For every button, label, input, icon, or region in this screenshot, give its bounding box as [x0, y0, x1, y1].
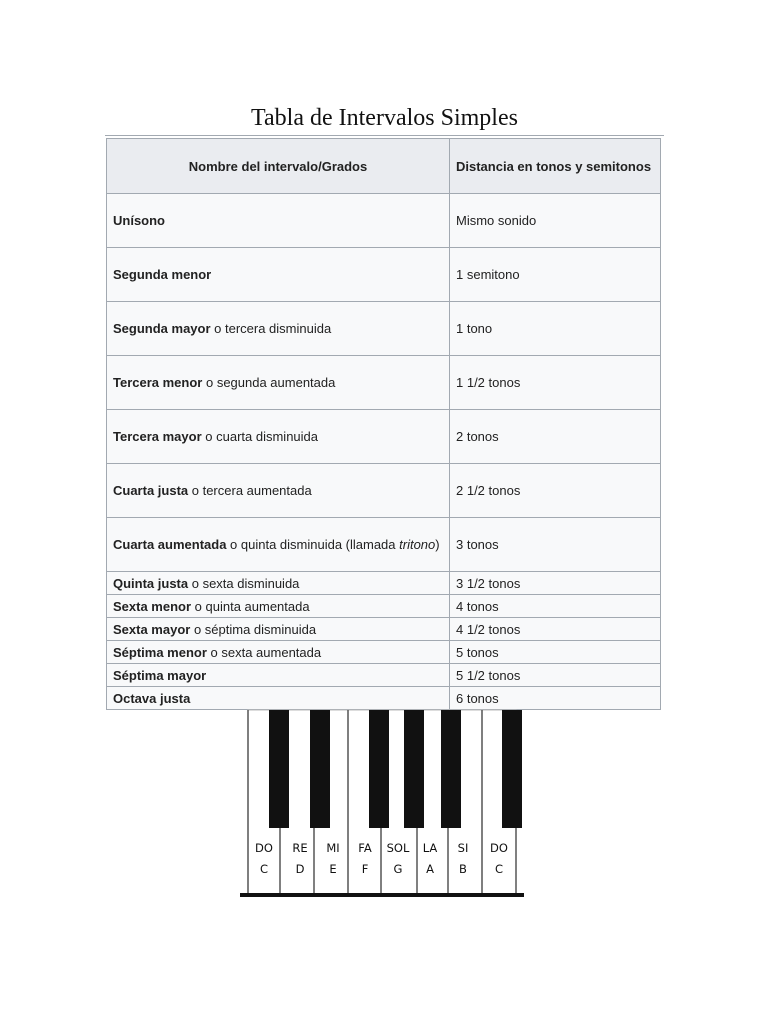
table-row [107, 248, 661, 302]
key-label-solfege: SI [457, 841, 469, 855]
key-label-letter: E [329, 862, 337, 876]
table-row [107, 687, 661, 710]
interval-name-italic: tritono [399, 537, 436, 552]
key-label-letter: C [259, 862, 269, 876]
table-row [107, 302, 661, 356]
key-label-letter: C [494, 862, 504, 876]
distance-cell: 4 1/2 tonos [450, 618, 661, 641]
key-label-solfege: FA [358, 841, 372, 855]
interval-name-cell [107, 618, 450, 641]
black-key-re-sharp [310, 710, 330, 828]
black-key-la-sharp [441, 710, 461, 828]
table-row [107, 641, 661, 664]
distance-cell: 1 semitono [450, 248, 661, 302]
distance-cell: 5 1/2 tonos [450, 664, 661, 687]
interval-name-bold: Sexta mayor [113, 621, 191, 637]
table-header-row [107, 139, 661, 194]
black-key-do-sharp-high [502, 710, 522, 828]
interval-name-cell [107, 641, 450, 664]
interval-name-bold: Cuarta justa [113, 483, 189, 498]
intervals-table [106, 138, 661, 710]
interval-name-cell [107, 410, 450, 464]
interval-name-cell [107, 687, 450, 710]
black-key-fa-sharp [369, 710, 389, 828]
distance-cell: 6 tonos [450, 687, 661, 710]
key-label-solfege: SOL [386, 841, 410, 855]
interval-name-bold: Tercera mayor [113, 429, 202, 444]
distance-cell: 4 tonos [450, 595, 661, 618]
interval-name-rest: o quinta aumentada [191, 598, 310, 614]
key-label-solfege: DO [490, 841, 508, 855]
interval-name-cell [107, 194, 450, 248]
interval-name-cell [107, 664, 450, 687]
distance-cell: 3 tonos [450, 518, 661, 572]
interval-name-rest: o quinta disminuida (llamada [226, 537, 400, 552]
black-key-do-sharp [269, 710, 289, 828]
distance-cell: 5 tonos [450, 641, 661, 664]
interval-name-cell [107, 464, 450, 518]
distance-cell: 1 1/2 tonos [450, 356, 661, 410]
interval-name-after: ) [435, 537, 440, 552]
table-row [107, 595, 661, 618]
interval-name-cell [107, 248, 450, 302]
table-row [107, 194, 661, 248]
interval-name-bold: Séptima mayor [113, 667, 207, 683]
table-row [107, 410, 661, 464]
interval-name-rest: o sexta disminuida [188, 575, 300, 591]
interval-name-cell [107, 518, 450, 572]
table-row [107, 356, 661, 410]
header-interval-name: Nombre del intervalo/Grados [107, 139, 450, 194]
table-row [107, 664, 661, 687]
interval-name-rest: o cuarta disminuida [201, 429, 318, 444]
distance-cell: 3 1/2 tonos [450, 572, 661, 595]
key-label-solfege: MI [326, 841, 340, 855]
table-row [107, 464, 661, 518]
interval-name-cell [107, 302, 450, 356]
table-row [107, 518, 661, 572]
key-label-letter: G [393, 862, 403, 876]
key-label-solfege: RE [292, 841, 308, 855]
key-label-solfege: DO [255, 841, 273, 855]
interval-name-rest: o sexta aumentada [206, 644, 322, 660]
interval-name-bold: Unísono [113, 213, 165, 228]
distance-cell: 1 tono [450, 302, 661, 356]
interval-name-bold: Séptima menor [113, 644, 207, 660]
interval-name-bold: Sexta menor [113, 598, 192, 614]
key-label-letter: B [459, 862, 467, 876]
piano-keyboard-illustration [240, 708, 524, 898]
keyboard-base [240, 893, 524, 897]
interval-name-rest: o tercera aumentada [188, 483, 312, 498]
interval-name-cell [107, 572, 450, 595]
interval-name-bold: Segunda mayor [113, 321, 211, 336]
distance-cell: 2 tonos [450, 410, 661, 464]
interval-name-bold: Tercera menor [113, 375, 203, 390]
key-label-letter: D [295, 862, 305, 876]
header-distance: Distancia en tonos y semitonos [450, 139, 661, 194]
interval-name-cell [107, 356, 450, 410]
interval-name-bold: Cuarta aumentada [113, 537, 227, 552]
page-title: Tabla de Intervalos Simples [105, 104, 664, 136]
interval-name-rest: o séptima disminuida [190, 621, 317, 637]
key-label-solfege: LA [422, 841, 438, 855]
distance-cell: 2 1/2 tonos [450, 464, 661, 518]
interval-name-bold: Octava justa [113, 690, 191, 706]
table-row [107, 572, 661, 595]
distance-cell: Mismo sonido [450, 194, 661, 248]
table-row [107, 618, 661, 641]
interval-name-cell [107, 595, 450, 618]
interval-name-rest: o tercera disminuida [210, 321, 332, 336]
black-key-sol-sharp [404, 710, 424, 828]
interval-name-rest: o segunda aumentada [202, 375, 336, 390]
piano-keyboard [240, 708, 524, 898]
interval-name-bold: Quinta justa [113, 575, 189, 591]
interval-name-bold: Segunda menor [113, 267, 212, 282]
key-label-letter: F [361, 862, 369, 876]
key-label-letter: A [426, 862, 434, 876]
